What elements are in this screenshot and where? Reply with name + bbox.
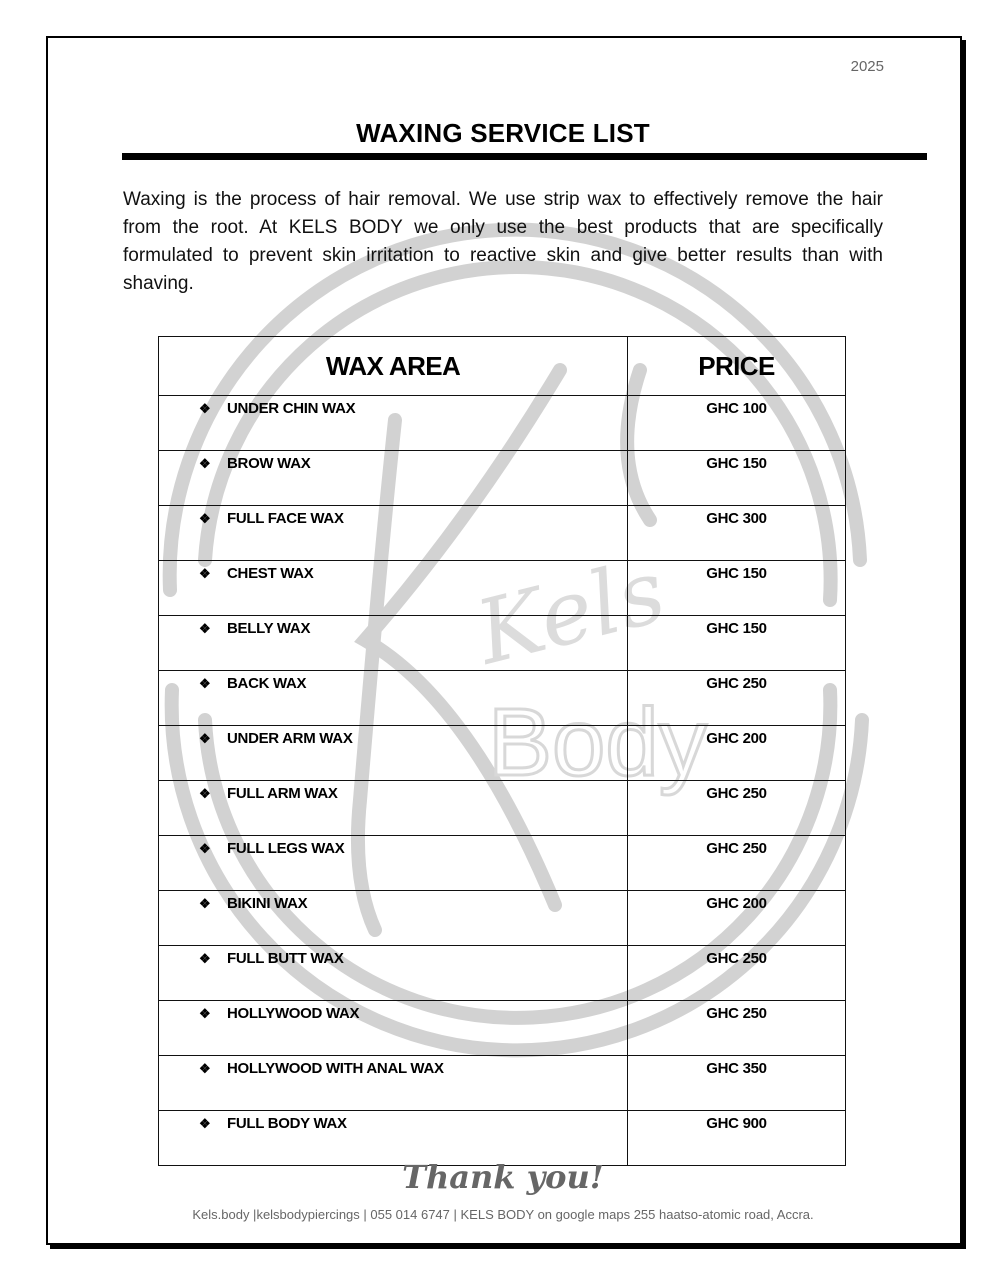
price-table <box>158 336 846 1166</box>
thank-you-signature: Thank you! <box>402 1158 604 1196</box>
wax-area-label: UNDER ARM WAX <box>227 730 353 747</box>
table-row <box>159 506 846 561</box>
diamond-bullet-icon: ❖ <box>199 401 211 416</box>
table-row <box>159 396 846 451</box>
diamond-bullet-icon: ❖ <box>199 896 211 911</box>
wax-area-label: BACK WAX <box>227 675 307 692</box>
price-cell: GHC 250 <box>628 836 846 891</box>
wax-area-label: BROW WAX <box>227 455 311 472</box>
price-cell: GHC 250 <box>628 946 846 1001</box>
wax-area-cell <box>159 946 628 1001</box>
table-row <box>159 561 846 616</box>
wax-area-cell <box>159 561 628 616</box>
wax-area-label: HOLLYWOOD WAX <box>227 1005 360 1022</box>
document-year: 2025 <box>850 58 884 75</box>
price-cell: GHC 250 <box>628 1001 846 1056</box>
wax-area-label: FULL BUTT WAX <box>227 950 344 967</box>
wax-area-cell <box>159 781 628 836</box>
table-header-row <box>159 337 846 396</box>
svg-text:Kels: Kels <box>466 538 675 685</box>
diamond-bullet-icon: ❖ <box>199 731 211 746</box>
table-row <box>159 451 846 506</box>
wax-area-label: HOLLYWOOD WITH ANAL WAX <box>227 1060 444 1077</box>
diamond-bullet-icon: ❖ <box>199 951 211 966</box>
wax-area-cell <box>159 506 628 561</box>
diamond-bullet-icon: ❖ <box>199 841 211 856</box>
wax-area-label: BELLY WAX <box>227 620 311 637</box>
wax-area-label: FULL LEGS WAX <box>227 840 345 857</box>
table-row <box>159 726 846 781</box>
column-header-wax-area: WAX AREA <box>159 337 628 396</box>
price-cell: GHC 100 <box>628 396 846 451</box>
footer-contact: Kels.body |kelsbodypiercings | 055 014 6747 | KELS BODY on google maps 255 haatso-atomic road, Accra. <box>192 1207 814 1222</box>
diamond-bullet-icon: ❖ <box>199 1006 211 1021</box>
title-underline <box>122 153 927 160</box>
table-body <box>159 396 846 1166</box>
table-row <box>159 671 846 726</box>
wax-area-label: FULL FACE WAX <box>227 510 344 527</box>
diamond-bullet-icon: ❖ <box>199 456 211 471</box>
price-cell: GHC 150 <box>628 451 846 506</box>
table-row <box>159 1001 846 1056</box>
diamond-bullet-icon: ❖ <box>199 786 211 801</box>
wax-area-cell <box>159 396 628 451</box>
price-cell: GHC 200 <box>628 726 846 781</box>
price-cell: GHC 150 <box>628 561 846 616</box>
table-row <box>159 616 846 671</box>
wax-area-cell <box>159 616 628 671</box>
intro-paragraph: Waxing is the process of hair removal. We use strip wax to effectively remove the hair from the root. At KELS BODY we only use the best products that are specifically formulated to prevent skin irritation to reactive skin and give better results than with shaving. <box>123 189 883 294</box>
page-title: WAXING SERVICE LIST <box>356 118 650 148</box>
wax-area-label: FULL BODY WAX <box>227 1115 347 1132</box>
diamond-bullet-icon: ❖ <box>199 511 211 526</box>
price-cell: GHC 250 <box>628 671 846 726</box>
wax-area-cell <box>159 1056 628 1111</box>
wax-area-cell <box>159 671 628 726</box>
table-row <box>159 946 846 1001</box>
wax-area-label: FULL ARM WAX <box>227 785 338 802</box>
wax-area-label: UNDER CHIN WAX <box>227 400 356 417</box>
diamond-bullet-icon: ❖ <box>199 1116 211 1131</box>
wax-area-cell <box>159 451 628 506</box>
column-header-price: PRICE <box>628 337 846 396</box>
price-cell: GHC 250 <box>628 781 846 836</box>
diamond-bullet-icon: ❖ <box>199 676 211 691</box>
table-row <box>159 891 846 946</box>
price-cell: GHC 200 <box>628 891 846 946</box>
diamond-bullet-icon: ❖ <box>199 1061 211 1076</box>
wax-area-cell <box>159 726 628 781</box>
svg-text:Body: Body <box>488 689 707 796</box>
diamond-bullet-icon: ❖ <box>199 566 211 581</box>
price-cell: GHC 350 <box>628 1056 846 1111</box>
wax-area-cell <box>159 836 628 891</box>
wax-area-label: CHEST WAX <box>227 565 314 582</box>
wax-area-label: BIKINI WAX <box>227 895 308 912</box>
wax-area-cell <box>159 1001 628 1056</box>
table-row <box>159 781 846 836</box>
price-cell: GHC 150 <box>628 616 846 671</box>
price-cell: GHC 900 <box>628 1111 846 1166</box>
table-row <box>159 836 846 891</box>
wax-area-cell <box>159 891 628 946</box>
table-row <box>159 1056 846 1111</box>
diamond-bullet-icon: ❖ <box>199 621 211 636</box>
price-cell: GHC 300 <box>628 506 846 561</box>
